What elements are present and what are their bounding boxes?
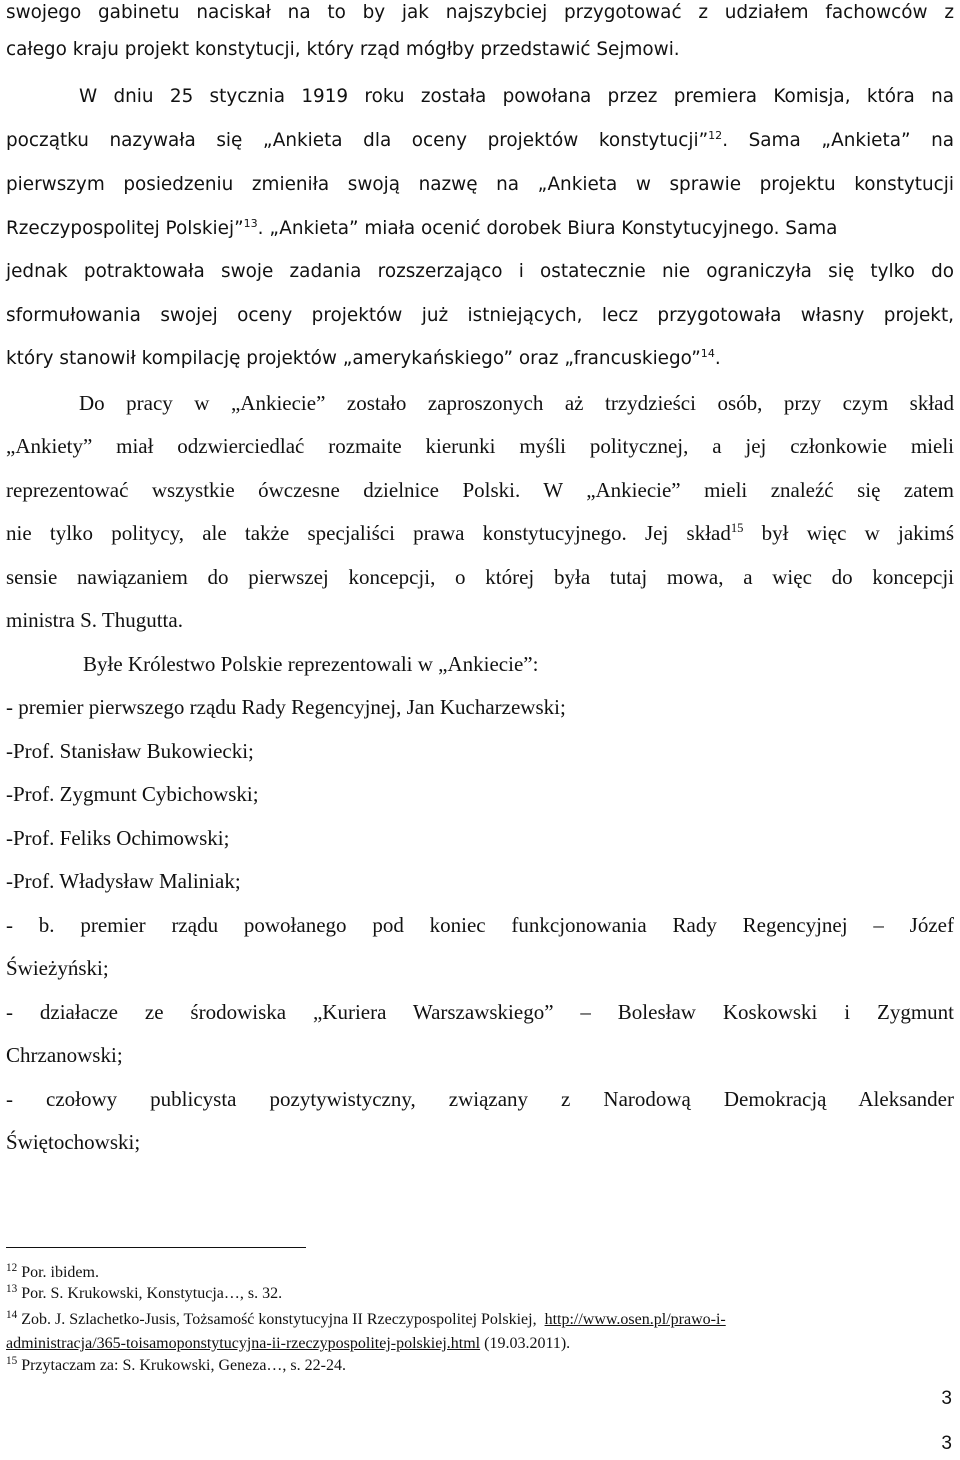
text-line: swojego gabinetu naciskał na to by jak najszybciej przygotować z udziałem fachowców z (6, 2, 954, 23)
text-run: był więc w jakimś (743, 521, 955, 545)
footnote-number: 15 (6, 1354, 18, 1367)
footnote-ref-12[interactable]: 12 (708, 128, 723, 142)
list-item: - b. premier rządu powołanego pod koniec funkcjonowania Rady Regencyjnej – Józef (6, 913, 954, 937)
footnote-number: 14 (6, 1308, 18, 1321)
footnote-14 (6, 1310, 956, 1330)
footnote-number: 12 (6, 1261, 18, 1274)
list-item-continuation: Chrzanowski; (6, 1043, 123, 1067)
footnote-15 (6, 1356, 956, 1376)
footnote-text: Przytaczam za: S. Krukowski, Geneza…, s. 22-24. (17, 1357, 346, 1374)
text-run: Rzeczypospolitej Polskiej” (6, 218, 244, 239)
footnote-separator (6, 1247, 306, 1248)
footnote-12 (6, 1263, 956, 1283)
list-item-continuation: Świętochowski; (6, 1130, 141, 1154)
text-line (6, 520, 954, 546)
text-line: pierwszym posiedzeniu zmieniła swoją nazwę na „Ankieta w sprawie projektu konstytucji (6, 174, 954, 195)
text-line: ministra S. Thugutta. (6, 608, 183, 632)
text-line: całego kraju projekt konstytucji, który rząd mógłby przedstawić Sejmowi. (6, 39, 680, 60)
text-line: „Ankiety” miał odzwierciedlać rozmaite kierunki myśli politycznej, a jej członkowie mieli (6, 434, 954, 458)
footnote-link[interactable]: http://www.osen.pl/prawo-i- (544, 1311, 726, 1328)
text-run: który stanowił kompilację projektów „amerykańskiego” oraz „francuskiego” (6, 348, 701, 369)
text-run: . „Ankieta” miała ocenić dorobek Biura Konstytucyjnego. Sama (257, 218, 838, 239)
footnote-link[interactable]: administracja/365-toisamoponstytucyjna-ii-rzeczypospolitej-polskiej.html (6, 1335, 481, 1352)
text-run: początku nazywała się „Ankieta dla oceny projektów konstytucji” (6, 130, 709, 151)
list-item: - czołowy publicysta pozytywistyczny, związany z Narodową Demokracją Aleksander (6, 1087, 954, 1111)
list-item: - premier pierwszego rządu Rady Regencyjnej, Jan Kucharzewski; (6, 695, 566, 719)
text-line: sensie nawiązaniem do pierwszej koncepcji, o której była tutaj mowa, a więc do koncepcji (6, 565, 954, 589)
text-line (6, 128, 954, 154)
text-run: . Sama „Ankieta” na (722, 130, 955, 151)
page-number: 3 (941, 1433, 952, 1454)
list-item: -Prof. Stanisław Bukowiecki; (6, 739, 254, 763)
footnote-text: Por. S. Krukowski, Konstytucja…, s. 32. (17, 1285, 283, 1302)
text-line (6, 216, 954, 242)
text-line: sformułowania swojej oceny projektów już istniejących, lecz przygotowała własny projekt, (6, 305, 954, 326)
list-intro: Byłe Królestwo Polskie reprezentowali w „Ankiecie”: (83, 652, 539, 676)
text-line: reprezentować wszystkie ówczesne dzielnice Polski. W „Ankiecie” mieli znaleźć się zatem (6, 478, 954, 502)
text-run: nie tylko politycy, ale także specjaliści prawa konstytucyjnego. Jej skład (6, 521, 731, 545)
footnote-ref-15[interactable]: 15 (730, 520, 744, 535)
list-item: - działacze ze środowiska „Kuriera Warszawskiego” – Bolesław Koskowski i Zygmunt (6, 1000, 954, 1024)
footnote-text: Por. ibidem. (17, 1264, 99, 1281)
list-item: -Prof. Zygmunt Cybichowski; (6, 782, 259, 806)
footnote-ref-14[interactable]: 14 (700, 346, 715, 360)
text-line: jednak potraktowała swoje zadania rozszerzająco i ostatecznie nie ograniczyła się tylko do (6, 261, 954, 282)
footnote-text: (19.03.2011). (480, 1335, 571, 1352)
footnote-number: 13 (6, 1282, 18, 1295)
footnote-13 (6, 1284, 956, 1304)
list-item: -Prof. Władysław Maliniak; (6, 869, 241, 893)
text-line: W dniu 25 stycznia 1919 roku została powołana przez premiera Komisja, która na (79, 86, 954, 107)
text-run: . (714, 348, 721, 369)
text-line: Do pracy w „Ankiecie” zostało zaproszonych aż trzydzieści osób, przy czym skład (79, 391, 954, 415)
page-number: 3 (941, 1388, 952, 1409)
list-item: -Prof. Feliks Ochimowski; (6, 826, 230, 850)
footnote-text: Zob. J. Szlachetko-Jusis, Tożsamość konstytucyjna II Rzeczypospolitej Polskiej, (17, 1311, 541, 1328)
footnote-14-continuation (6, 1334, 956, 1354)
text-line (6, 346, 954, 372)
footnote-ref-13[interactable]: 13 (243, 216, 258, 230)
list-item-continuation: Świeżyński; (6, 956, 109, 980)
